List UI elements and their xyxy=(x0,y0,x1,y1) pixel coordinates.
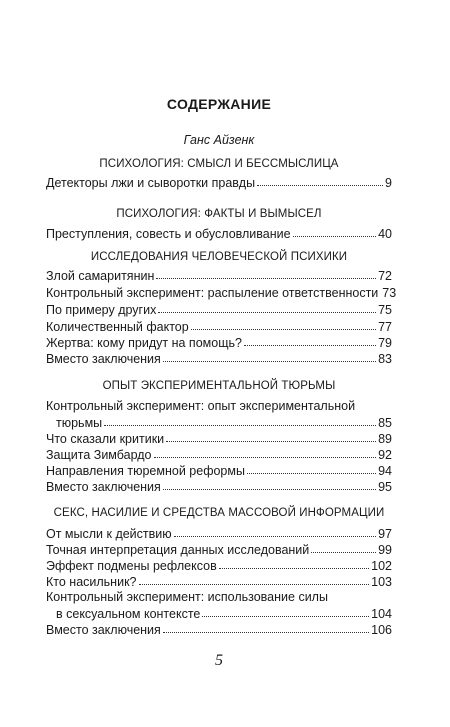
toc-entry: Направления тюремной реформы 94 xyxy=(46,464,392,478)
toc-entry: Преступления, совесть и обусловливание 40 xyxy=(46,227,392,241)
toc-entry: Количественный фактор 77 xyxy=(46,320,392,334)
toc-title: СОДЕРЖАНИЕ xyxy=(166,96,272,112)
toc-entry: Что сказали критики 89 xyxy=(46,432,392,446)
toc-entry: Эффект подмены рефлексов 102 xyxy=(46,559,392,573)
toc-entry: Вместо заключения 83 xyxy=(46,352,392,366)
toc-entry: Вместо заключения 95 xyxy=(46,480,392,494)
toc-entry: По примеру других 75 xyxy=(46,303,392,317)
toc-entry: тюрьмы 85 xyxy=(56,416,392,430)
section-heading: СЕКС, НАСИЛИЕ И СРЕДСТВА МАССОВОЙ ИНФОРМАЦИИ xyxy=(53,507,385,519)
toc-entry: Жертва: кому придут на помощь? 79 xyxy=(46,336,392,350)
toc-entry: в сексуальном контексте 104 xyxy=(56,607,392,621)
toc-entry-line1: Контрольный эксперимент: опыт экспериментальной xyxy=(46,399,356,413)
author-name: Ганс Айзенк xyxy=(183,133,255,147)
toc-entry: Защита Зимбардо 92 xyxy=(46,448,392,462)
toc-entry: Точная интерпретация данных исследований 99 xyxy=(46,543,392,557)
toc-entry: Контрольный эксперимент: распыление ответственности 73 xyxy=(46,286,397,300)
section-heading: ПСИХОЛОГИЯ: ФАКТЫ И ВЫМЫСЕЛ xyxy=(116,208,322,220)
toc-entry: Детекторы лжи и сыворотки правды 9 xyxy=(46,176,392,190)
section-heading: ИССЛЕДОВАНИЯ ЧЕЛОВЕЧЕСКОЙ ПСИХИКИ xyxy=(90,251,348,263)
toc-entry: Злой самаритянин 72 xyxy=(46,269,392,283)
section-heading: ОПЫТ ЭКСПЕРИМЕНТАЛЬНОЙ ТЮРЬМЫ xyxy=(102,380,336,392)
toc-entry-line1: Контрольный эксперимент: использование силы xyxy=(46,590,328,604)
toc-entry: От мысли к действию 97 xyxy=(46,527,392,541)
section-heading: ПСИХОЛОГИЯ: СМЫСЛ И БЕССМЫСЛИЦА xyxy=(99,158,339,170)
page-number: 5 xyxy=(215,652,223,669)
toc-entry: Вместо заключения 106 xyxy=(46,623,392,637)
toc-entry: Кто насильник? 103 xyxy=(46,575,392,589)
